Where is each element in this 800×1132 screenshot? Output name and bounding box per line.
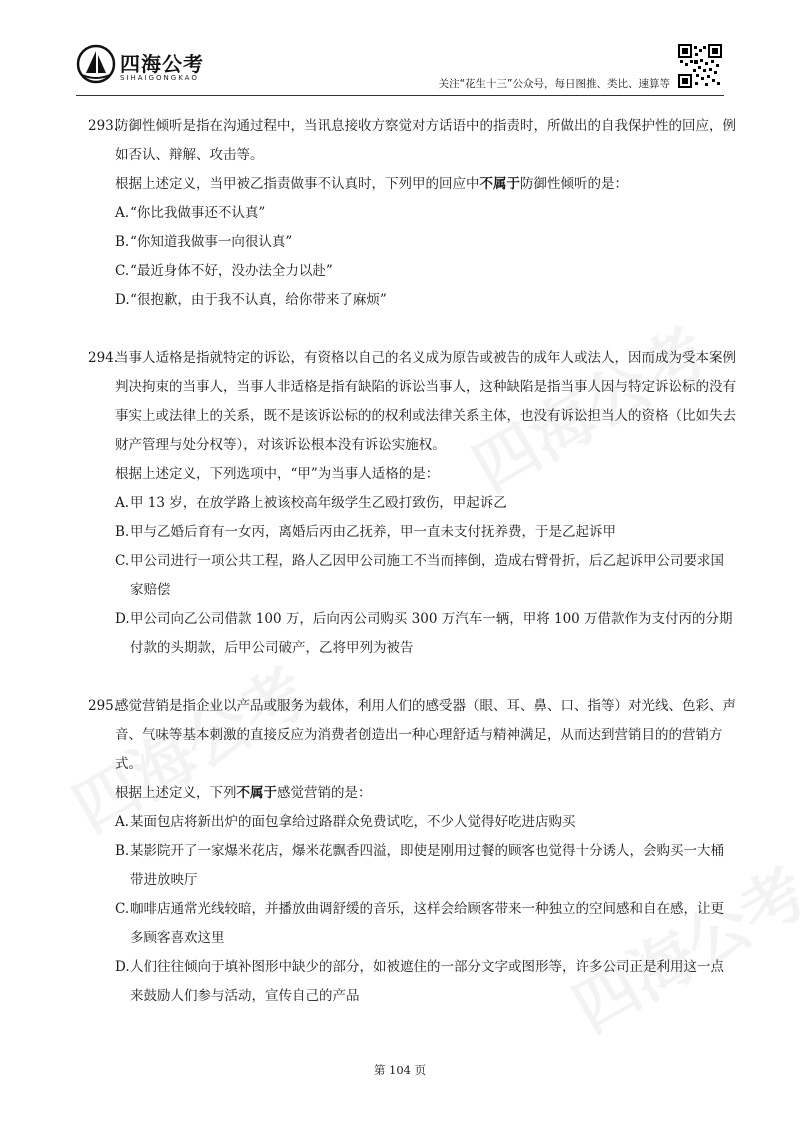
- question-stem: [88, 692, 736, 779]
- qr-code-icon: [678, 44, 722, 88]
- sailboat-logo-icon: [76, 44, 116, 84]
- option-c: C.甲公司进行一项公共工程，路人乙因甲公司施工不当而摔倒，造成右臂骨折，后乙起诉甲公司要求国家赔偿: [115, 553, 724, 598]
- question-number: 293.: [88, 118, 119, 134]
- brand-logo: [76, 44, 236, 90]
- question-number: 295.: [88, 698, 119, 714]
- question-prompt: 根据上述定义，当甲被乙指责做事不认真时，下列甲的回应中不属于防御性倾听的是：: [115, 176, 628, 192]
- question-text: 防御性倾听是指在沟通过程中，当讯息接收方察觉对方话语中的指责时，所做出的自我保护性的回应，例如否认、辩解、攻击等。: [115, 118, 736, 163]
- question-prompt: 根据上述定义，下列不属于感觉营销的是：: [115, 785, 372, 801]
- question-stem: [88, 344, 736, 460]
- option-a: A.某面包店将新出炉的面包拿给过路群众免费试吃，不少人觉得好吃进店购买: [115, 814, 576, 830]
- question-list: [88, 112, 736, 1011]
- question-number: 294.: [88, 350, 119, 366]
- question-294: [88, 344, 736, 663]
- option-d: D.人们往往倾向于填补图形中缺少的部分，如被遮住的一部分文字或图形等，许多公司正是利用这一点来鼓励人们参与活动，宣传自己的产品: [115, 959, 724, 1004]
- question-293: [88, 112, 736, 315]
- question-text: 当事人适格是指就特定的诉讼，有资格以自己的名义成为原告或被告的成年人或法人，因而成为受本案例判决拘束的当事人，当事人非适格是指有缺陷的诉讼当事人，这种缺陷是指当事人因与特定诉讼标的没有事实上或法律上的关系，既不是该诉讼标的的权利或法律关系主体，也没有诉讼担当人的资格（比如失去财产管理与处分权等），对该诉讼根本没有诉讼实施权。: [115, 350, 736, 453]
- question-stem: [88, 112, 736, 170]
- spacer: [88, 663, 736, 692]
- emphasis: 不属于: [236, 785, 277, 801]
- brand-subtitle: SIHAIGONGKAO: [120, 74, 199, 82]
- option-b: B.甲与乙婚后育有一女丙，离婚后丙由乙抚养，甲一直未支付抚养费，于是乙起诉甲: [115, 524, 616, 540]
- emphasis: 不属于: [479, 176, 520, 192]
- option-a: A.“你比我做事还不认真”: [115, 205, 266, 221]
- question-295: [88, 692, 736, 1011]
- question-text: 感觉营销是指企业以产品或服务为载体，利用人们的感受器（眼、耳、鼻、口、指等）对光线、色彩、声音、气味等基本刺激的直接反应为消费者创造出一种心理舒适与精神满足，从而达到营销目的的营销方式。: [115, 698, 736, 772]
- option-d: D.甲公司向乙公司借款 100 万，后向丙公司购买 300 万汽车一辆，甲将 100 万借款作为支付丙的分期付款的头期款，后甲公司破产，乙将甲列为被告: [115, 611, 733, 656]
- brand-name: 四海公考: [120, 52, 204, 76]
- page-number: 第 104 页: [373, 1063, 427, 1077]
- header-slogan: 关注“花生十三”公众号，每日图推、类比、速算等: [438, 78, 670, 90]
- spacer: [88, 315, 736, 344]
- question-prompt: 根据上述定义，下列选项中，“甲”为当事人适格的是：: [115, 466, 440, 482]
- option-a: A.甲 13 岁，在放学路上被该校高年级学生乙殴打致伤，甲起诉乙: [115, 495, 507, 511]
- option-c: C.咖啡店通常光线较暗，并播放曲调舒缓的音乐，这样会给顾客带来一种独立的空间感和自在感，让更多顾客喜欢这里: [115, 901, 724, 946]
- option-b: B.某影院开了一家爆米花店，爆米花飘香四溢，即使是刚用过餐的顾客也觉得十分诱人，会购买一大桶带进放映厅: [115, 843, 724, 888]
- option-b: B.“你知道我做事一向很认真”: [115, 234, 293, 250]
- page-header: [0, 0, 800, 110]
- option-c: C.“最近身体不好，没办法全力以赴”: [115, 263, 333, 279]
- option-d: D.“很抱歉，由于我不认真，给你带来了麻烦”: [115, 292, 387, 308]
- header-divider: [76, 95, 724, 96]
